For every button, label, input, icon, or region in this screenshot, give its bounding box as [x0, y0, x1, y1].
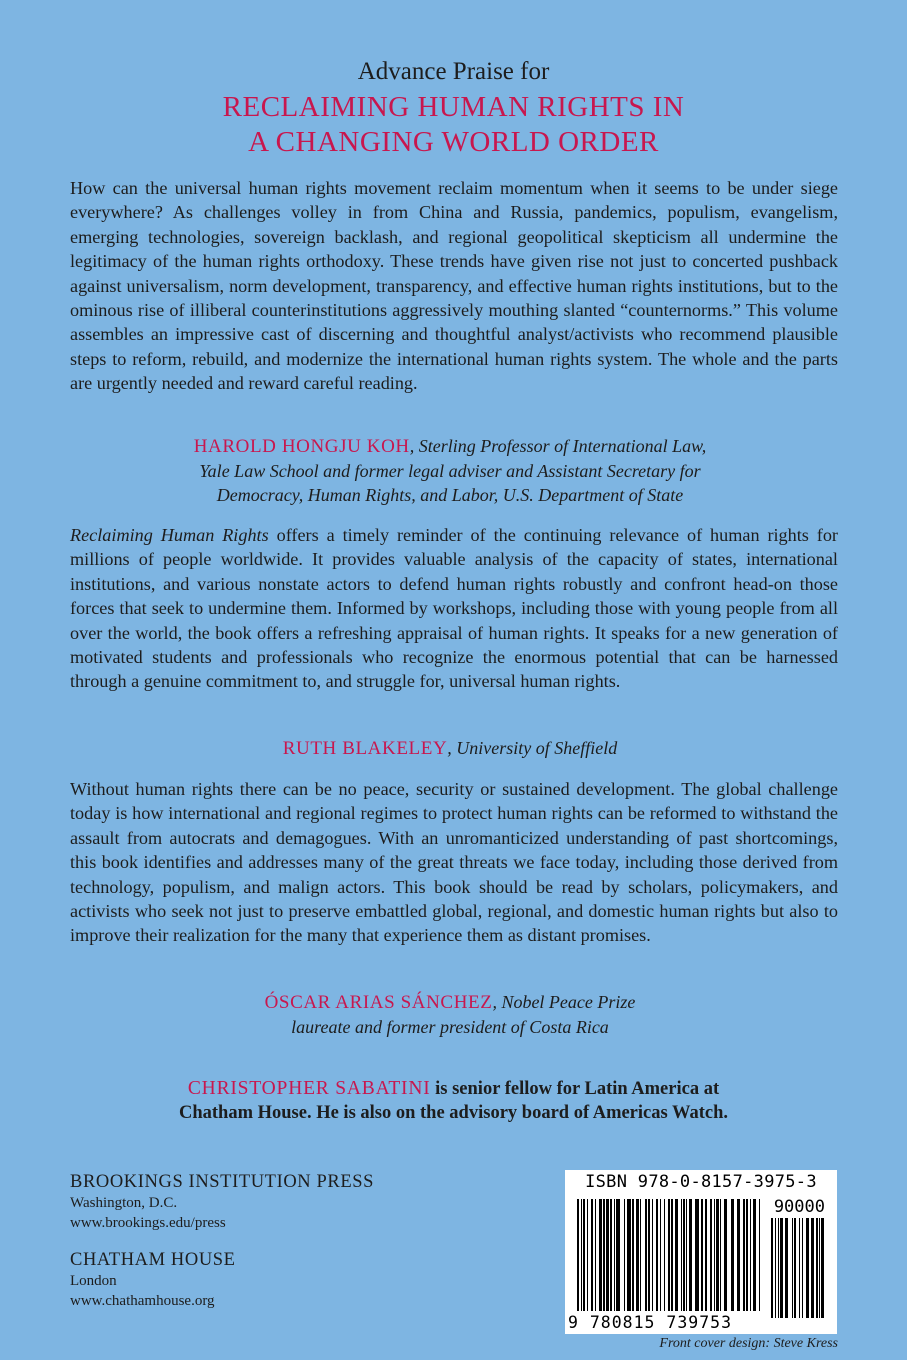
praise-intro: Advance Praise for: [357, 58, 550, 85]
barcode-bars-icon: [577, 1199, 763, 1318]
isbn-barcode: [565, 1170, 837, 1334]
book-title-line2: A CHANGING WORLD ORDER: [248, 126, 659, 158]
publisher-url: www.chathamhouse.org: [70, 1292, 215, 1309]
publisher-brookings: [70, 1170, 374, 1233]
attribution-role: , University of Sheffield: [447, 738, 618, 758]
attribution-koh: [60, 434, 840, 507]
attribution-role: laureate and former president of Costa Rica: [291, 1017, 609, 1037]
publisher-name: BROOKINGS INSTITUTION PRESS: [70, 1172, 374, 1192]
cover-credit: Front cover design: Steve Kress: [659, 1336, 838, 1351]
attribution-name: ÓSCAR ARIAS SÁNCHEZ: [264, 992, 493, 1013]
attribution-role: , Nobel Peace Prize: [492, 992, 636, 1012]
book-title-line1: RECLAIMING HUMAN RIGHTS IN: [222, 91, 685, 123]
attribution-role: Yale Law School and former legal adviser and Assistant Secretary for: [199, 461, 701, 481]
publisher-location: Washington, D.C.: [70, 1195, 178, 1211]
author-bio-text: Chatham House. He is also on the advisory board of Americas Watch.: [178, 1103, 729, 1123]
attribution-role: , Sterling Professor of International Law,: [409, 436, 707, 456]
author-name: CHRISTOPHER SABATINI: [187, 1078, 431, 1099]
barcode-digits: 9 780815 739753: [568, 1313, 733, 1332]
book-title-italic: Reclaiming Human Rights: [70, 525, 269, 545]
quote-arias: Without human rights there can be no peace, security or sustained development. The global challenge today is how international and regional regimes to protect human rights can be reformed to withstand the assault from autocrats and demagogues. With an unromanticized understanding of past shortcomings, this book identifies and addresses many of the great threats we face today, including those derived from technology, populism, and malign actors. This book should be read by scholars, policymakers, and activists who seek not just to preserve embattled global, regional, and domestic human rights but also to improve their realization for the many that experience them as distant promises.: [70, 779, 838, 946]
quote-text: offers a timely reminder of the continuing relevance of human rights for millions of people worldwide. It provides valuable analysis of the capacity of states, international institutions, and various nonstate actors to defend human rights robustly and confront head-on those forces that seek to undermine them. Informed by workshops, including those with young people from all over the world, the book offers a refreshing appraisal of human rights. It speaks for a new generation of motivated students and professionals who recognize the enormous potential that can be harnessed through a genuine commitment to, and struggle for, universal human rights.: [70, 525, 838, 692]
quote-koh: How can the universal human rights movement reclaim momentum when it seems to be under siege everywhere? As challenges volley in from China and Russia, pandemics, populism, evangelism, emerging technologies, sovereign backlash, and regional geopolitical skepticism all undermine the legitimacy of the human rights orthodoxy. These trends have given rise not just to concerted pushback against universalism, norm development, transparency, and effective human rights institutions, but to the ominous rise of illiberal counterinstitutions aggressively mouthing slanted “counternorms.” This volume assembles an impressive cast of discerning and thoughtful analyst/activists who recommend plausible steps to reform, rebuild, and modernize the international human rights system. The whole and the parts are urgently needed and reward careful reading.: [70, 178, 838, 394]
publisher-name: CHATHAM HOUSE: [70, 1250, 236, 1270]
attribution-blakeley: [60, 736, 840, 761]
price-code: 90000: [773, 1197, 825, 1217]
attribution-name: RUTH BLAKELEY: [282, 738, 448, 759]
attribution-role: Democracy, Human Rights, and Labor, U.S. Department of State: [216, 485, 684, 505]
book-title: [0, 90, 907, 160]
author-bio: [60, 1077, 847, 1125]
attribution-arias: [60, 990, 840, 1039]
barcode-addon-bars-icon: [771, 1218, 827, 1318]
publisher-location: London: [70, 1273, 117, 1289]
publisher-chatham: [70, 1248, 236, 1311]
author-bio-text: is senior fellow for Latin America at: [430, 1079, 720, 1099]
isbn-text: ISBN 978-0-8157-3975-3: [585, 1172, 817, 1192]
quote-blakeley: [70, 523, 838, 694]
publisher-url: www.brookings.edu/press: [70, 1214, 226, 1231]
attribution-name: HAROLD HONGJU KOH: [193, 436, 410, 457]
